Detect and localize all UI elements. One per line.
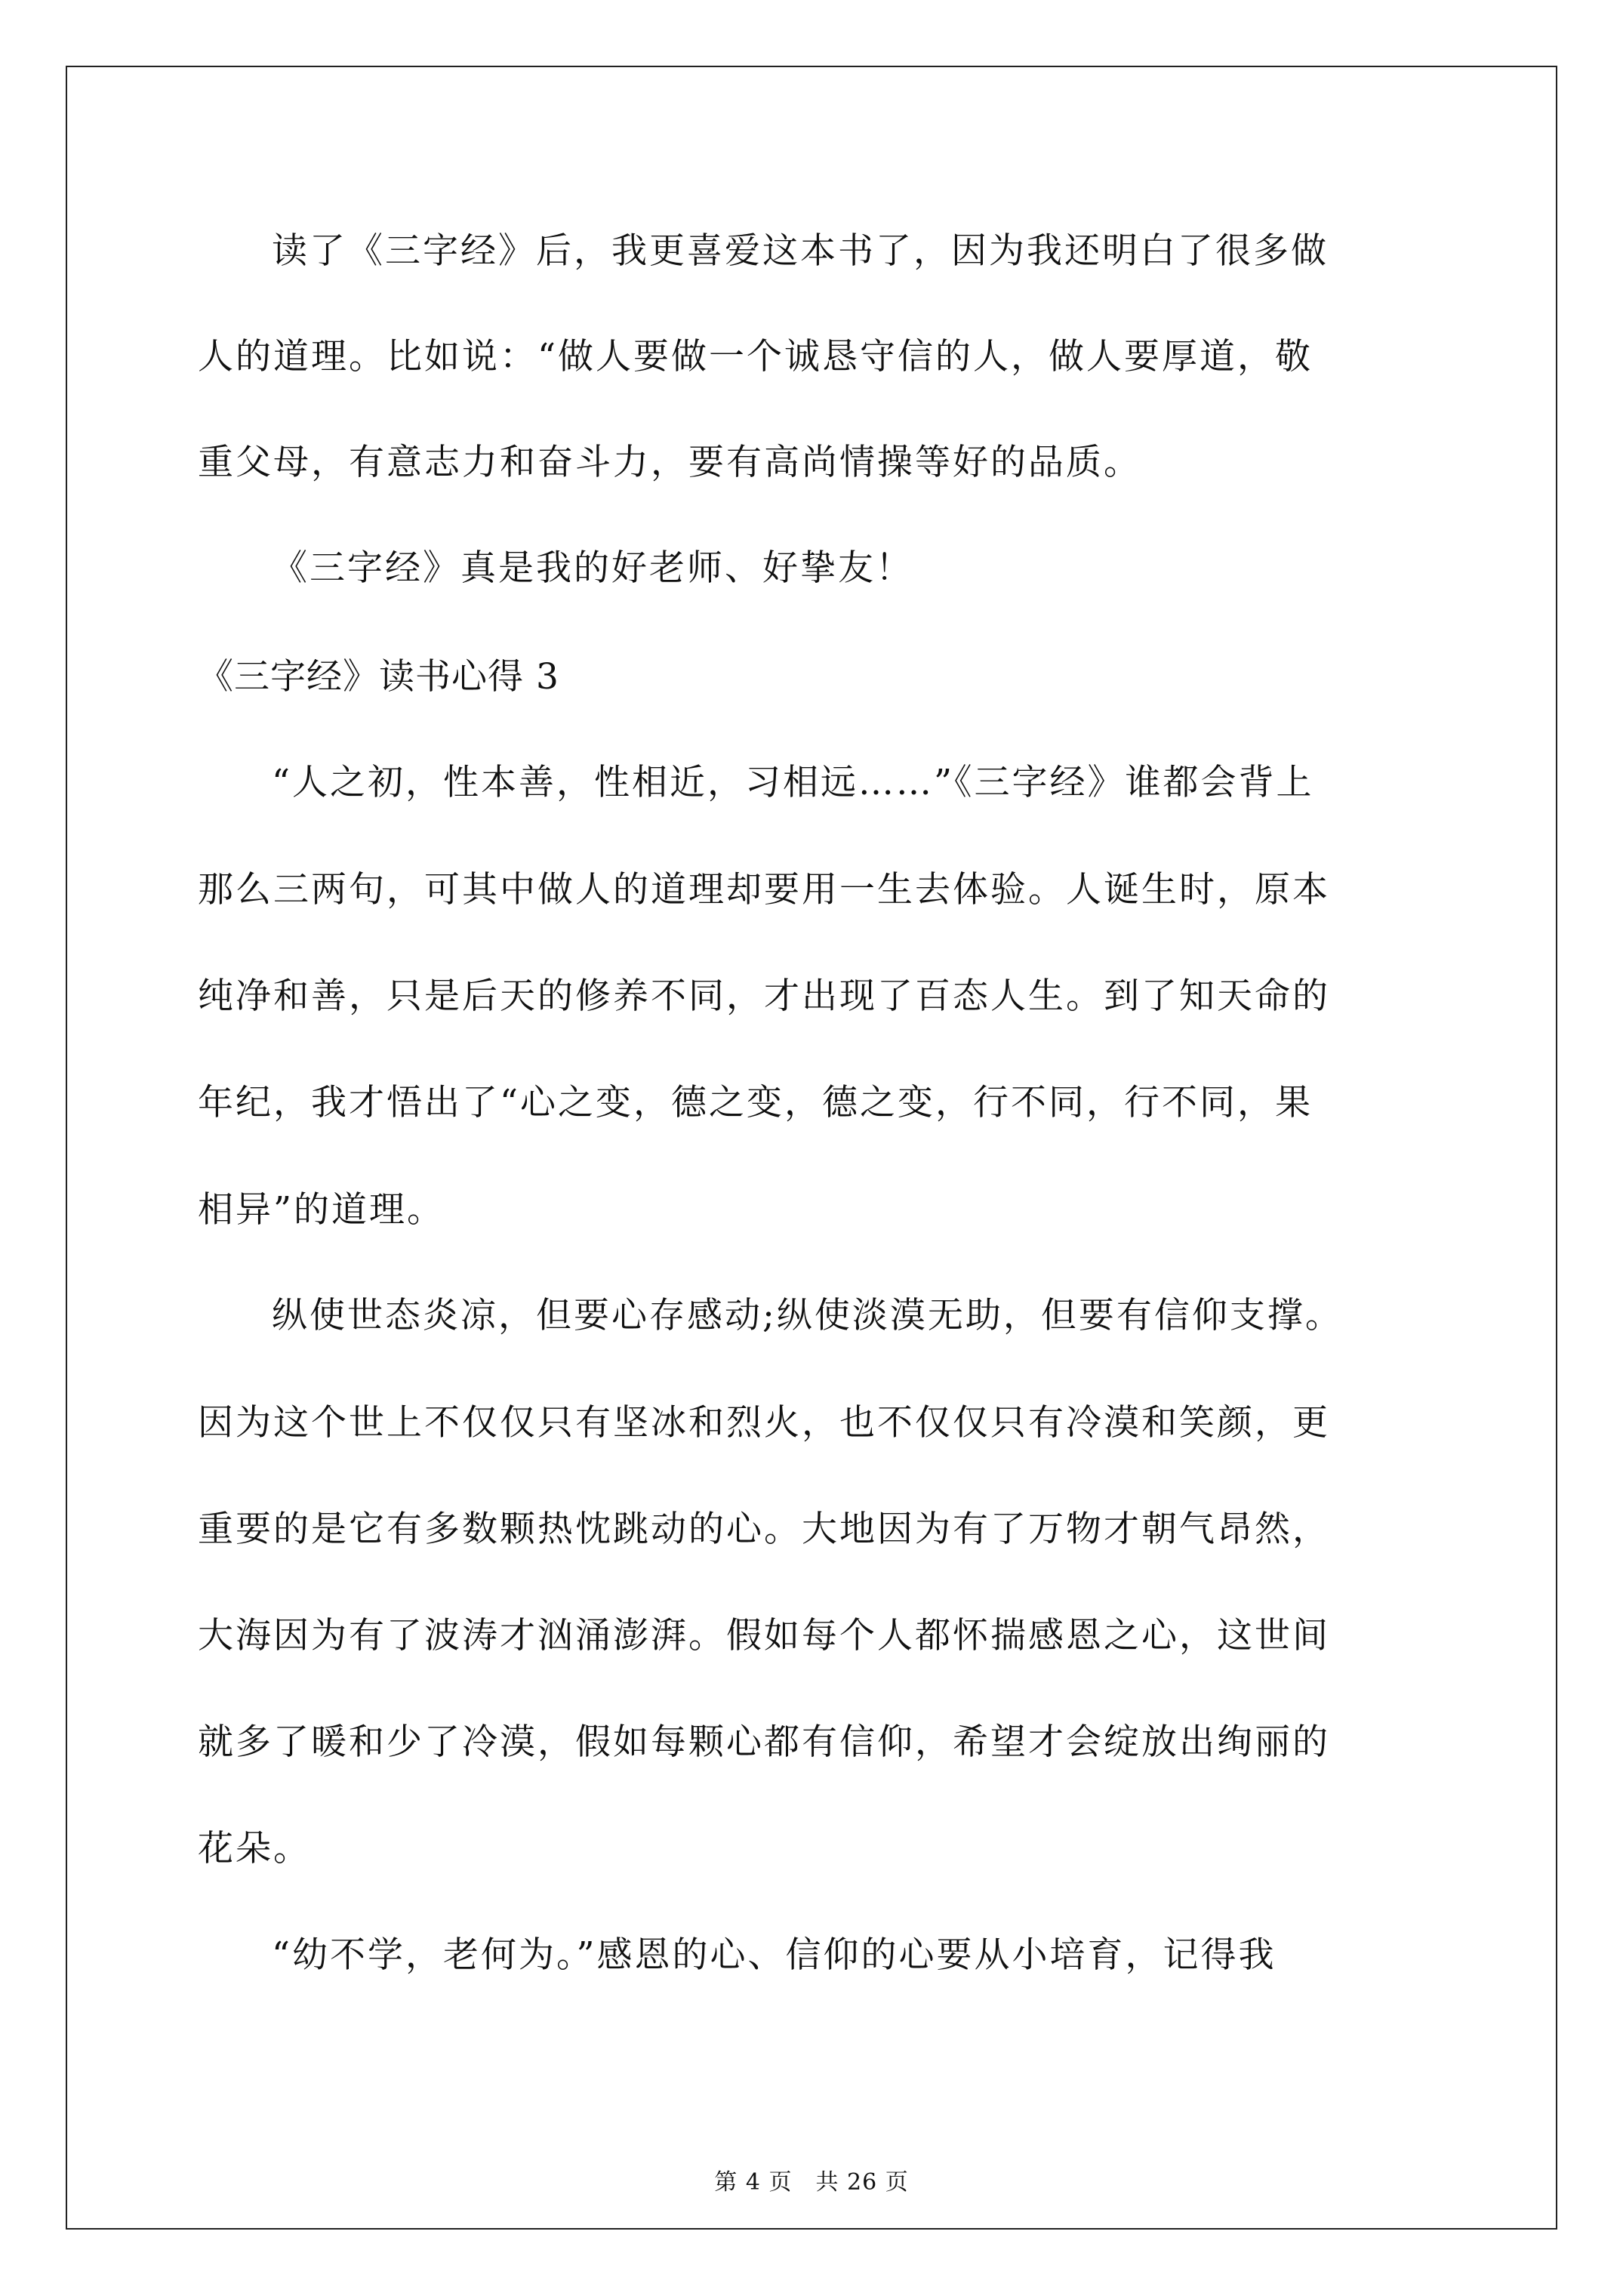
paragraph-line: 纯净和善，只是后天的修养不同，才出现了百态人生。到了知天命的 — [198, 975, 1330, 1017]
paragraph-line: 就多了暖和少了冷漠，假如每颗心都有信仰，希望才会绽放出绚丽的 — [198, 1721, 1330, 1763]
paragraph-line: 年纪，我才悟出了“心之变，德之变，德之变，行不同，行不同，果 — [198, 1082, 1313, 1123]
page-border — [66, 66, 1557, 2230]
paragraph-line: 相异”的道理。 — [198, 1189, 445, 1231]
paragraph-line: 花朵。 — [198, 1828, 311, 1869]
section-heading: 《三字经》读书心得 3 — [198, 656, 559, 698]
paragraph-line: 大海因为有了波涛才汹涌澎湃。假如每个人都怀揣感恩之心，这世间 — [198, 1615, 1330, 1657]
paragraph-line: 重父母，有意志力和奋斗力，要有高尚情操等好的品质。 — [198, 442, 1141, 483]
paragraph-line: 人的道理。比如说：“做人要做一个诚恳守信的人，做人要厚道，敬 — [198, 336, 1313, 378]
paragraph-line: 《三字经》真是我的好老师、好挚友！ — [272, 547, 913, 589]
page-number-footer: 第 4 页 共 26 页 — [714, 2169, 909, 2196]
paragraph-line: “人之初，性本善，性相近，习相远……”《三字经》谁都会背上 — [272, 762, 1314, 803]
paragraph-line: 纵使世态炎凉，但要心存感动;纵使淡漠无助，但要有信仰支撑。 — [272, 1295, 1343, 1336]
paragraph-line: 读了《三字经》后，我更喜爱这本书了，因为我还明白了很多做 — [272, 230, 1329, 272]
paragraph-line: 那么三两句，可其中做人的道理却要用一生去体验。人诞生时，原本 — [198, 869, 1330, 911]
paragraph-line: 重要的是它有多数颗热忱跳动的心。大地因为有了万物才朝气昂然， — [198, 1509, 1330, 1550]
paragraph-line: “幼不学，老何为。”感恩的心、信仰的心要从小培育，记得我 — [272, 1934, 1277, 1976]
paragraph-line: 因为这个世上不仅仅只有坚冰和烈火，也不仅仅只有冷漠和笑颜，更 — [198, 1402, 1330, 1444]
